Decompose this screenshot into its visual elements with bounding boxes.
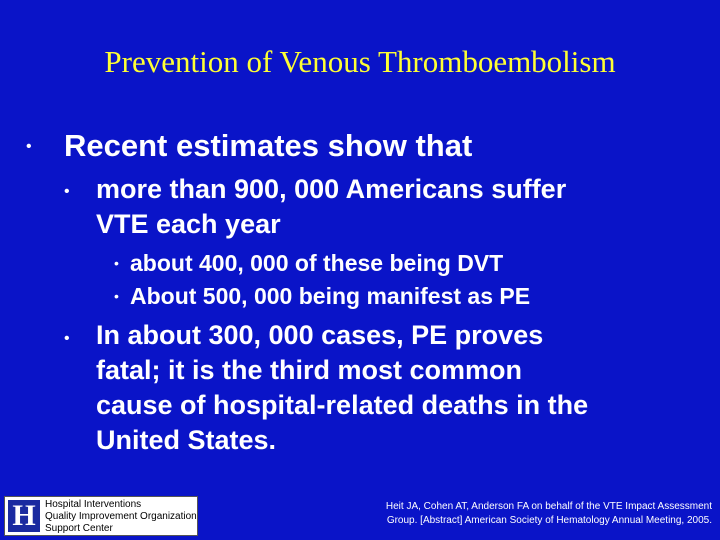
logo-letter: H	[8, 500, 40, 532]
bullet-subsub1: about 400, 000 of these being DVT	[130, 250, 504, 276]
citation-line1: Heit JA, Cohen AT, Anderson FA on behalf of the VTE Impact Assessment	[385, 501, 712, 512]
bullet-sub2-line3: cause of hospital-related deaths in the	[96, 390, 589, 420]
logo-line1: Hospital Interventions	[45, 499, 142, 510]
bullet-sub2-line1: In about 300, 000 cases, PE proves	[96, 320, 544, 350]
bullet-icon: •	[64, 183, 70, 200]
bullet-sub2-line2: fatal; it is the third most common	[96, 355, 523, 385]
bullet-main: Recent estimates show that	[64, 128, 473, 163]
bullet-icon: •	[114, 255, 119, 271]
hospital-logo	[4, 496, 198, 536]
bullet-sub2-line4: United States.	[96, 425, 277, 455]
bullet-icon: •	[26, 138, 32, 155]
bullet-sub1-line1: more than 900, 000 Americans suffer	[96, 174, 567, 204]
slide-title: Prevention of Venous Thromboembolism	[104, 44, 616, 79]
bullet-icon: •	[64, 330, 70, 347]
citation-line2: Group. [Abstract] American Society of Hematology Annual Meeting, 2005.	[386, 515, 712, 526]
logo-line3: Support Center	[45, 523, 113, 534]
logo-text	[45, 499, 197, 535]
citation	[386, 500, 712, 528]
bullet-subsub2: About 500, 000 being manifest as PE	[130, 283, 531, 309]
logo-line2: Quality Improvement Organization	[45, 511, 197, 522]
bullet-icon: •	[114, 288, 119, 304]
bullet-sub1-line2: VTE each year	[96, 209, 281, 239]
